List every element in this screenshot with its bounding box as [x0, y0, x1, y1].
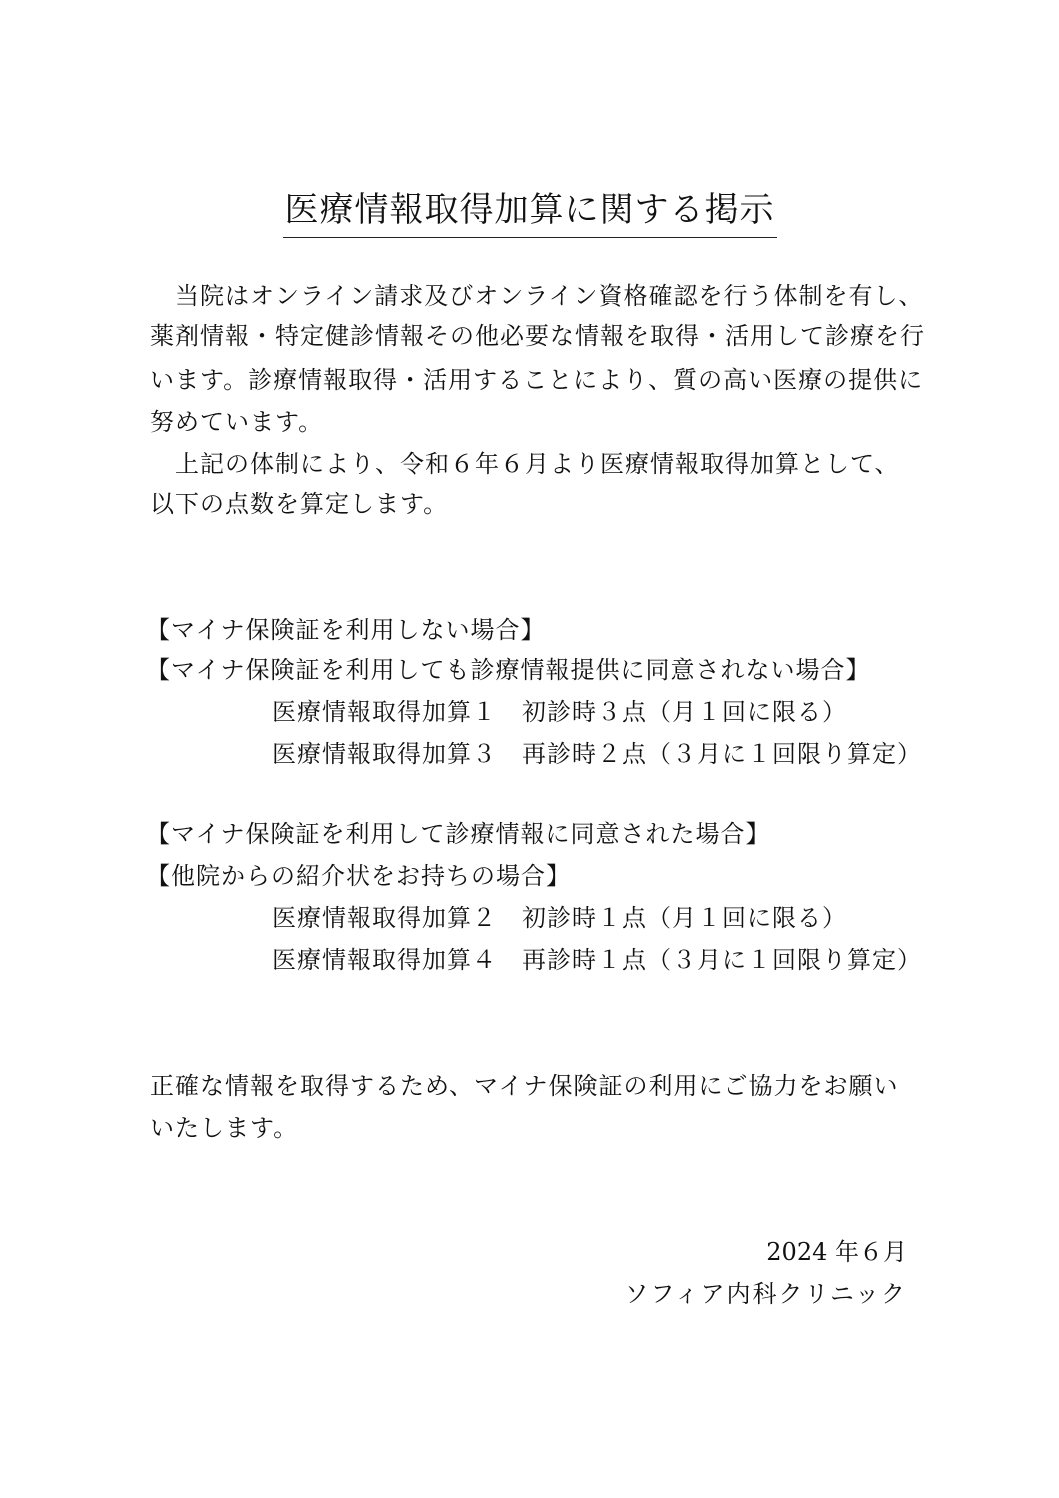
clinic-name: ソフィア内科クリニック	[624, 1280, 907, 1308]
section1-heading-1: 【マイナ保険証を利用しない場合】	[146, 616, 546, 644]
section2-heading-2: 【他院からの紹介状をお持ちの場合】	[146, 862, 571, 890]
section1-item-2: 医療情報取得加算３ 再診時２点（３月に１回限り算定）	[272, 740, 922, 768]
section1-heading-2: 【マイナ保険証を利用しても診療情報提供に同意されない場合】	[146, 656, 871, 684]
issue-date: 2024 年６月	[766, 1238, 907, 1266]
section2-heading-1: 【マイナ保険証を利用して診療情報に同意された場合】	[146, 820, 771, 848]
page-title	[0, 186, 1059, 238]
section1-item-1: 医療情報取得加算１ 初診時３点（月１回に限る）	[272, 698, 847, 726]
intro-line-6: 以下の点数を算定します。	[150, 490, 449, 518]
page-title-text: 医療情報取得加算に関する掲示	[283, 186, 777, 238]
section2-item-2: 医療情報取得加算４ 再診時１点（３月に１回限り算定）	[272, 946, 922, 974]
intro-line-4: 努めています。	[150, 408, 324, 436]
intro-line-1: 当院はオンライン請求及びオンライン資格確認を行う体制を有し、	[150, 282, 924, 310]
intro-line-3: います。診療情報取得・活用することにより、質の高い医療の提供に	[150, 366, 924, 394]
closing-line-2: いたします。	[150, 1114, 299, 1142]
intro-line-2: 薬剤情報・特定健診情報その他必要な情報を取得・活用して診療を行	[150, 322, 925, 350]
section2-item-1: 医療情報取得加算２ 初診時１点（月１回に限る）	[272, 904, 847, 932]
closing-line-1: 正確な情報を取得するため、マイナ保険証の利用にご協力をお願い	[150, 1072, 899, 1100]
intro-line-5: 上記の体制により、令和６年６月より医療情報取得加算として、	[150, 450, 900, 478]
